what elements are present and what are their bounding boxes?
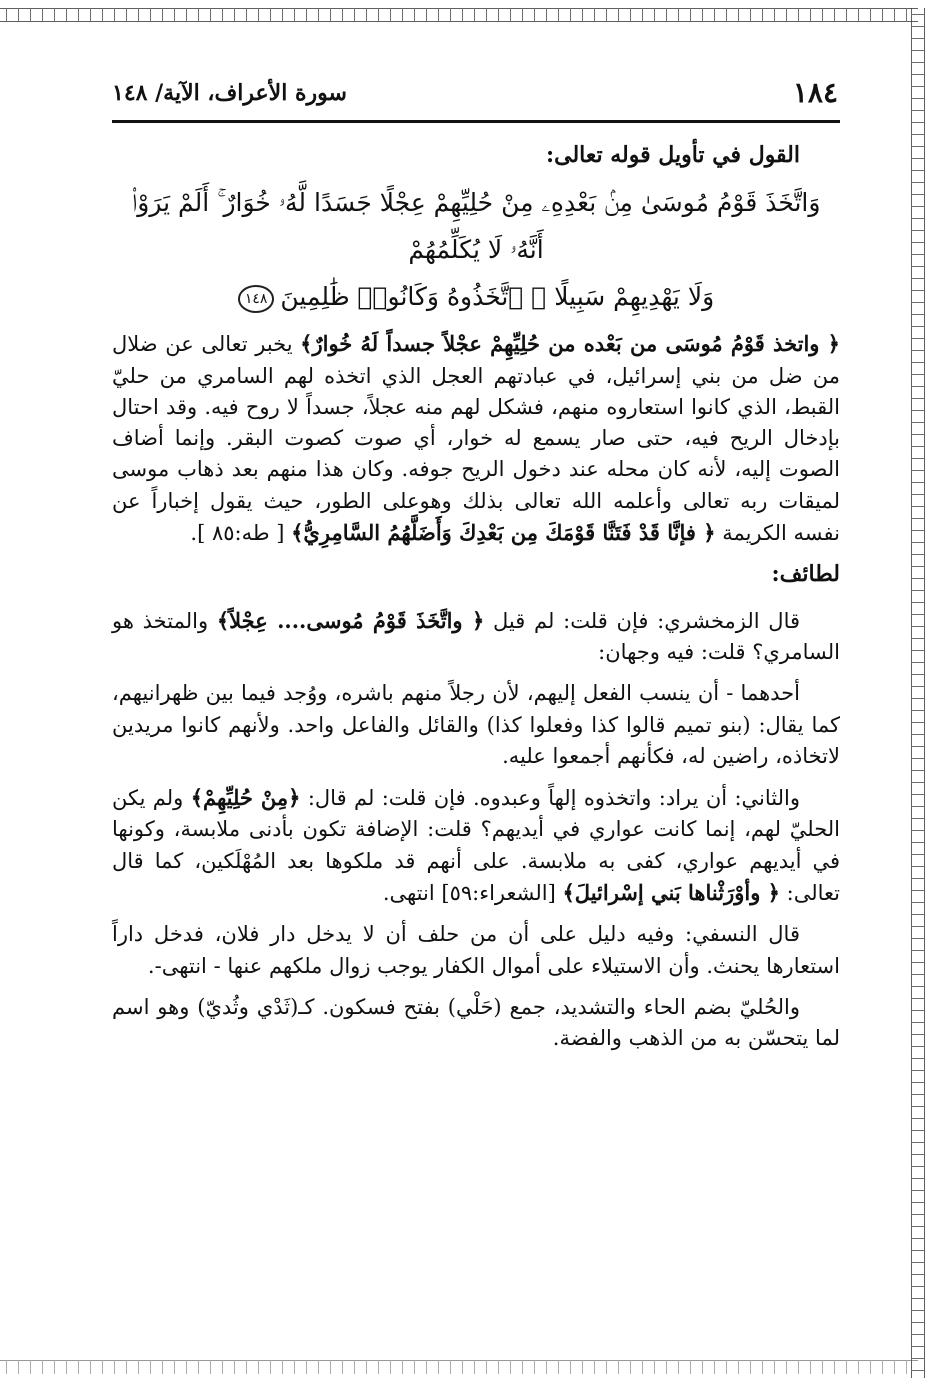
quran-quote: ﴿ واتخذ قَوْمُ مُوسَى من بَعْده من حُلِيِّهِمْ عجْلاً جسداً لَهُ خُوارٌ﴾ <box>300 331 840 357</box>
quran-reference: [ طه:٨٥ ]. <box>190 521 292 546</box>
second-aspect-text-c: [الشعراء:٥٩] انتهى. <box>382 881 563 906</box>
hulli-paragraph: والحُليّ بضم الحاء والتشديد، جمع (حَلْي) بفتح فسكون. كـ(ثَدْي وثُديّ) وهو اسم لما يتحسّن به من الذهب والفضة. <box>112 994 840 1051</box>
page-number: ١٨٤ <box>792 76 838 109</box>
page-body <box>112 140 840 1065</box>
quran-verse <box>112 179 840 320</box>
verse-line-2-text: وَلَا يَهْدِيهِمْ سَبِيلًا ۘ ٱتَّخَذُوهُ وَكَانُوا۟ ظَٰلِمِينَ <box>280 282 715 312</box>
running-title: سورة الأعراف، الآية/ ١٤٨ <box>112 80 347 106</box>
page-border-right <box>911 8 925 1378</box>
zamakhshari-text-b: والمتخذ هو السامري؟ قلت: فيه وجهان: <box>112 608 840 664</box>
second-aspect-paragraph <box>112 782 840 909</box>
second-aspect-quote: ﴿مِنْ حُلِيِّهِمْ﴾ <box>190 785 301 811</box>
second-aspect-quote-2: ﴿ وأوْرَثْناها بَني إسْرائيلَ﴾ <box>562 880 780 906</box>
zamakhshari-quote: ﴿ واتَّخَذَ قَوْمُ مُوسى.... عِجْلاً﴾ <box>216 607 485 633</box>
zamakhshari-paragraph <box>112 605 840 669</box>
page-border-top <box>0 8 918 22</box>
verse-line-2 <box>112 273 840 320</box>
second-aspect-text-b: ولم يكن الحليّ لهم، إنما كانت عواري في أيديهم؟ قلت: الإضافة تكون بأدنى ملابسة، وكونها في أيديهم عواري، كفى به ملابسة. على أنهم قد ملكوها بعد المُهْلَكين، كما قال تعالى: <box>112 786 840 906</box>
nasafi-paragraph: قال النسفي: وفيه دليل على أن من حلف أن لا يدخل دار فلان، فدخل داراً استعارها يحنث. وأن الاستيلاء على أموال الكفار يوجب زوال ملكهم عنها - انتهى-. <box>112 922 840 978</box>
first-aspect-paragraph: أحدهما - أن ينسب الفعل إليهم، لأن رجلاً منهم باشره، ووُجد فيما بين ظهرانيهم، كما يقال: (بنو تميم قالوا كذا وفعلوا كذا) والقائل والفاعل واحد. ولأنهم كانوا مريدين لاتخاذه، راضين له، فكأنهم أجمعوا عليه. <box>112 681 840 768</box>
lataif-heading: لطائف: <box>771 561 840 588</box>
section-heading: القول في تأويل قوله تعالى: <box>546 142 800 168</box>
zamakhshari-text-a: قال الزمخشري: فإن قلت: لم قيل <box>484 608 801 633</box>
tafsir-text: يخبر تعالى عن ضلال من ضل من بني إسرائيل، في عبادتهم العجل الذي اتخذه لهم السامري من حليّ القبط، الذي كانوا استعاروه منهم، فشكل لهم منه عجلاً، جسداً لا روح فيه. وقد احتال بإدخال الريح فيه، حتى صار يسمع له خوار، أي صوت كصوت البقر. وإنما أضاف الصوت إليه، لأنه كان محله عند دخول الريح جوفه. وكان هذا منهم بعد ذهاب موسى لميقات ربه تعالى وأعلمه الله تعالى بذلك وهوعلى الطور، حيث يقول إخباراً عن نفسه الكريمة <box>112 332 840 546</box>
verse-line-1: وَاتَّخَذَ قَوْمُ مُوسَىٰ مِنۢ بَعْدِهِۦ مِنْ حُلِيِّهِمْ عِجْلًا جَسَدًا لَّهُۥ خُوَارٌ ۚ أَلَمْ يَرَوْا۟ أَنَّهُۥ لَا يُكَلِّمُهُمْ <box>131 188 821 265</box>
quran-quote-2: ﴿ فإنَّا قَدْ فَتَنَّا قَوْمَكَ مِن بَعْدِكَ وَأَضَلَّهُمُ السَّامِرِيُّ﴾ <box>291 520 716 546</box>
tafsir-paragraph <box>112 328 840 549</box>
second-aspect-text-a: والثاني: أن يراد: واتخذوه إلهاً وعبدوه. فإن قلت: لم قال: <box>300 786 800 811</box>
page-border-bottom <box>0 1360 918 1374</box>
page-header <box>112 70 840 123</box>
ayah-number-mark: ١٤٨ <box>238 285 275 313</box>
